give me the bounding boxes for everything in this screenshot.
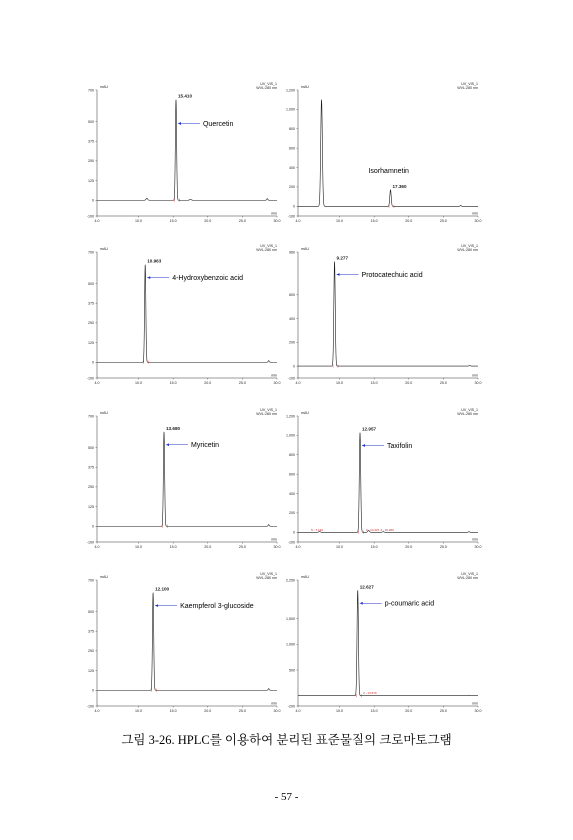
compound-name-label: p-coumaric acid [384,600,435,608]
pointer-arrow-head [360,602,363,605]
x-unit-label: min [271,211,277,216]
x-tick-label: 4.0 [295,545,301,549]
peak-rt-label: 12.957 [362,426,377,432]
wavelength-label: WVL:280 nm [256,576,277,580]
x-tick-label: 30.0 [474,709,482,713]
peak-rt-label: 12.627 [359,584,374,590]
x-tick-label: 30.0 [474,219,482,223]
x-tick-label: 25.0 [238,545,246,549]
y-tick-label: 0 [92,360,94,365]
chromatogram-svg [283,80,483,232]
y-tick-label: 0 [293,364,295,369]
y-tick-label: 200 [289,511,295,516]
y-tick-label: -100 [287,540,295,545]
peak-rt-label: 15.410 [177,93,193,99]
peak-rt-label: 9.277 [336,255,349,261]
pointer-arrow-head [155,604,158,607]
y-tick-label: 375 [88,629,94,634]
x-tick-label: 15.0 [169,219,177,223]
peak-rt-label: 12.100 [155,586,170,592]
x-tick-label: 30.0 [474,381,482,385]
minor-peak-label: 2 - 13.670 [363,691,377,696]
y-tick-label: 500 [289,668,295,673]
x-unit-label: min [271,701,277,706]
page-number: - 57 - [274,791,299,803]
detector-label: UV_VIS_1 [461,408,478,412]
y-tick-label: 0 [92,198,94,203]
chromatogram-isorhamnetin [283,80,483,232]
y-tick-label: 125 [88,504,94,509]
compound-name-label: Quercetin [202,120,234,128]
peak-rt-label: 13.680 [166,425,181,431]
x-unit-label: min [472,211,478,216]
x-tick-label: 10.0 [135,381,143,385]
chromatogram-quercetin [82,80,282,232]
chromatogram-kaempferol-3-glucoside [82,570,282,722]
y-tick-label: 375 [88,139,94,144]
x-tick-label: 20.0 [405,219,413,223]
y-tick-label: 700 [88,250,94,255]
minor-peak-label: 4 - 16.260 [380,527,394,532]
y-tick-label: 1,500 [286,616,295,621]
x-tick-label: 4.0 [94,219,100,223]
x-tick-label: 25.0 [439,219,447,223]
x-tick-label: 15.0 [370,709,378,713]
y-tick-label: 1,000 [286,642,295,647]
x-tick-label: 15.0 [169,709,177,713]
y-tick-label: 1,200 [286,414,295,419]
wavelength-label: WVL:280 nm [457,248,478,252]
pointer-arrow-head [166,443,169,446]
compound-name-label: Taxifolin [387,442,413,450]
x-tick-label: 10.0 [135,709,143,713]
chromatogram-svg [283,242,483,394]
x-tick-label: 10.0 [336,545,344,549]
y-tick-label: 1,000 [286,107,295,112]
chromatogram-myricetin [82,406,282,558]
y-tick-label: 125 [88,668,94,673]
wavelength-label: WVL:280 nm [256,412,277,416]
y-tick-label: -100 [86,376,94,381]
x-tick-label: 4.0 [94,381,100,385]
y-tick-label: 600 [289,293,295,298]
y-tick-label: 1,000 [286,433,295,438]
x-tick-label: 25.0 [439,545,447,549]
detector-label: UV_VIS_1 [260,244,277,248]
peak-rt-label: 17.360 [392,183,407,189]
x-tick-label: 25.0 [238,381,246,385]
y-tick-label: 500 [88,445,94,450]
y-tick-label: 0 [92,524,94,529]
chromatogram-svg [82,570,282,722]
y-unit-label: mAU [100,247,108,251]
detector-label: UV_VIS_1 [260,408,277,412]
x-tick-label: 30.0 [474,545,482,549]
x-tick-label: 20.0 [405,381,413,385]
y-tick-label: 250 [88,485,94,490]
peak-rt-label: 10.963 [147,258,162,264]
y-tick-label: -100 [287,214,295,219]
chromatogram-protocatechuic-acid [283,242,483,394]
wavelength-label: WVL:280 nm [457,86,478,90]
x-tick-label: 20.0 [204,709,212,713]
x-tick-label: 20.0 [204,381,212,385]
x-tick-label: 10.0 [135,545,143,549]
y-tick-label: -100 [86,704,94,709]
minor-peak-label: 5 - 7.120 [311,527,323,532]
x-tick-label: 20.0 [405,545,413,549]
chromatogram-svg [82,406,282,558]
wavelength-label: WVL:280 nm [457,576,478,580]
y-tick-label: -100 [86,540,94,545]
x-tick-label: 25.0 [439,381,447,385]
x-tick-label: 20.0 [405,709,413,713]
y-tick-label: -100 [86,214,94,219]
y-tick-label: 400 [289,165,295,170]
chromatogram-taxifolin [283,406,483,558]
chromatogram-svg [82,80,282,232]
x-tick-label: 20.0 [204,219,212,223]
y-tick-label: 700 [88,578,94,583]
pointer-arrow-head [337,273,340,276]
y-tick-label: 800 [289,453,295,458]
y-tick-label: 0 [92,688,94,693]
x-tick-label: 4.0 [295,709,301,713]
y-tick-label: 500 [88,119,94,124]
x-tick-label: 30.0 [273,709,281,713]
y-tick-label: 700 [88,88,94,93]
x-tick-label: 20.0 [204,545,212,549]
chromatogram-4-hydroxybenzoic-acid [82,242,282,394]
x-unit-label: min [472,373,478,378]
y-tick-label: 250 [88,649,94,654]
y-tick-label: 200 [289,340,295,345]
y-tick-label: 125 [88,178,94,183]
compound-name-label: Protocatechuic acid [361,271,423,279]
chromatogram-svg [82,242,282,394]
trace-line [97,100,277,200]
y-tick-label: 400 [289,316,295,321]
x-tick-label: 15.0 [370,381,378,385]
chromatogram-svg [283,570,483,722]
x-unit-label: min [472,537,478,542]
y-tick-label: 1,200 [286,88,295,93]
y-tick-label: 125 [88,340,94,345]
y-tick-label: -200 [287,704,295,709]
compound-name-label: Isorhamnetin [368,167,409,175]
x-tick-label: 15.0 [370,219,378,223]
y-unit-label: mAU [100,575,108,579]
detector-label: UV_VIS_1 [260,572,277,576]
y-tick-label: 500 [88,609,94,614]
x-unit-label: min [472,701,478,706]
x-tick-label: 4.0 [94,545,100,549]
y-tick-label: 700 [88,414,94,419]
pointer-arrow-head [178,122,181,125]
x-tick-label: 10.0 [336,219,344,223]
figure-caption: 그림 3-26. HPLC를 이용하여 분리된 표준물질의 크로마토그램 [121,733,452,747]
y-tick-label: 200 [289,185,295,190]
wavelength-label: WVL:280 nm [256,248,277,252]
compound-name-label: 4-Hydroxybenzoic acid [172,274,244,282]
y-unit-label: mAU [301,575,309,579]
y-tick-label: 0 [293,530,295,535]
y-tick-label: 375 [88,301,94,306]
x-tick-label: 4.0 [295,219,301,223]
pointer-arrow-head [147,276,150,279]
minor-peak-label: 3 - 14.227 [365,527,380,532]
y-unit-label: mAU [301,85,309,89]
pointer-arrow-head [362,444,365,447]
x-tick-label: 25.0 [238,219,246,223]
x-tick-label: 4.0 [94,709,100,713]
y-tick-label: 600 [289,146,295,151]
wavelength-label: WVL:280 nm [457,412,478,416]
x-tick-label: 30.0 [273,545,281,549]
y-unit-label: mAU [301,247,309,251]
x-tick-label: 10.0 [336,381,344,385]
y-tick-label: 2,250 [286,578,295,583]
y-tick-label: 400 [289,491,295,496]
x-tick-label: 15.0 [169,545,177,549]
x-unit-label: min [271,537,277,542]
wavelength-label: WVL:280 nm [256,86,277,90]
compound-name-label: Myricetin [191,442,220,450]
detector-label: UV_VIS_1 [461,82,478,86]
y-unit-label: mAU [100,411,108,415]
x-tick-label: 4.0 [295,381,301,385]
y-tick-label: 250 [88,321,94,326]
y-tick-label: 800 [289,127,295,132]
detector-label: UV_VIS_1 [461,572,478,576]
y-tick-label: -100 [287,376,295,381]
y-unit-label: mAU [301,411,309,415]
y-tick-label: 960 [289,250,295,255]
x-tick-label: 15.0 [169,381,177,385]
x-unit-label: min [271,373,277,378]
trace-line [298,100,478,207]
x-tick-label: 30.0 [273,381,281,385]
detector-label: UV_VIS_1 [461,244,478,248]
y-tick-label: 500 [88,281,94,286]
y-tick-label: 250 [88,159,94,164]
x-tick-label: 25.0 [238,709,246,713]
chromatogram-svg [283,406,483,558]
compound-name-label: Kaempferol 3-glucoside [180,602,254,610]
y-tick-label: 0 [293,204,295,209]
x-tick-label: 15.0 [370,545,378,549]
trace-line [97,432,277,526]
y-unit-label: mAU [100,85,108,89]
detector-label: UV_VIS_1 [260,82,277,86]
chromatogram-p-coumaric-acid [283,570,483,722]
y-tick-label: 600 [289,472,295,477]
x-tick-label: 10.0 [135,219,143,223]
x-tick-label: 25.0 [439,709,447,713]
x-tick-label: 30.0 [273,219,281,223]
y-tick-label: 375 [88,465,94,470]
x-tick-label: 10.0 [336,709,344,713]
